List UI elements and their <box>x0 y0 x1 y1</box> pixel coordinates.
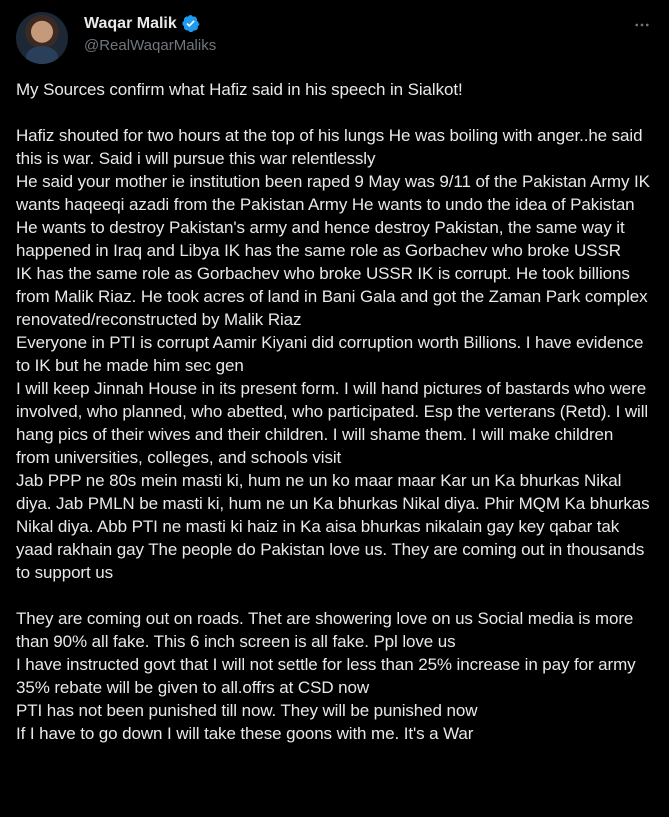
tweet-paragraph: Everyone in PTI is corrupt Aamir Kiyani did corruption worth Billions. I have evidence to IK but he made him sec gen <box>16 333 644 375</box>
tweet-paragraph: PTI has not been punished till now. They will be punished now <box>16 701 478 720</box>
tweet-paragraph: My Sources confirm what Hafiz said in his speech in Sialkot! <box>16 80 463 99</box>
tweet-paragraph: He said your mother ie institution been raped 9 May was 9/11 of the Pakistan Army IK wants haqeeqi azadi from the Pakistan Army He wants to undo the idea of Pakistan <box>16 172 650 214</box>
tweet-header <box>16 12 653 64</box>
author-name[interactable]: Waqar Malik <box>84 14 177 32</box>
tweet-text <box>16 78 650 745</box>
author-name-row <box>84 14 200 33</box>
author-handle[interactable]: @RealWaqarMaliks <box>84 37 217 54</box>
avatar[interactable] <box>16 12 68 64</box>
tweet-paragraph: I have instructed govt that I will not settle for less than 25% increase in pay for army 35% rebate will be given to all.offrs at CSD now <box>16 655 636 697</box>
tweet-paragraph: He wants to destroy Pakistan's army and hence destroy Pakistan, the same way it happened in Iraq and Libya IK has the same role as Gorbachev who broke USSR <box>16 218 625 260</box>
more-options-icon[interactable] <box>631 14 653 36</box>
verified-badge-icon[interactable] <box>181 14 200 33</box>
tweet-paragraph: IK has the same role as Gorbachev who broke USSR IK is corrupt. He took billions from Malik Riaz. He took acres of land in Bani Gala and got the Zaman Park complex renovated/reconstructed by Malik Riaz <box>16 264 648 329</box>
tweet-paragraph: Jab PPP ne 80s mein masti ki, hum ne un ko maar maar Kar un Ka bhurkas Nikal diya. Jab PMLN be masti ki, hum ne un Ka bhurkas Nikal diya. Phir MQM Ka bhurkas Nikal diya. Abb PTI ne masti ki haiz in Ka aisa bhurkas nikalain gay key qabar tak yaad rakhain gay The people do Pakistan love us. They are coming out in thousands to support us <box>16 471 650 582</box>
tweet-paragraph: Hafiz shouted for two hours at the top of his lungs He was boiling with anger..he said this is war. Said i will pursue this war relentlessly <box>16 126 643 168</box>
tweet-paragraph: They are coming out on roads. Thet are showering love on us Social media is more than 90% all fake. This 6 inch screen is all fake. Ppl love us <box>16 609 634 651</box>
tweet-paragraph: If I have to go down I will take these goons with me. It's a War <box>16 724 474 743</box>
tweet-paragraph: I will keep Jinnah House in its present form. I will hand pictures of bastards who were involved, who planned, who abetted, who participated. Esp the verterans (Retd). I will hang pics of their wives and their children. I will shame them. I will make children from universities, colleges, and schools visit <box>16 379 649 467</box>
